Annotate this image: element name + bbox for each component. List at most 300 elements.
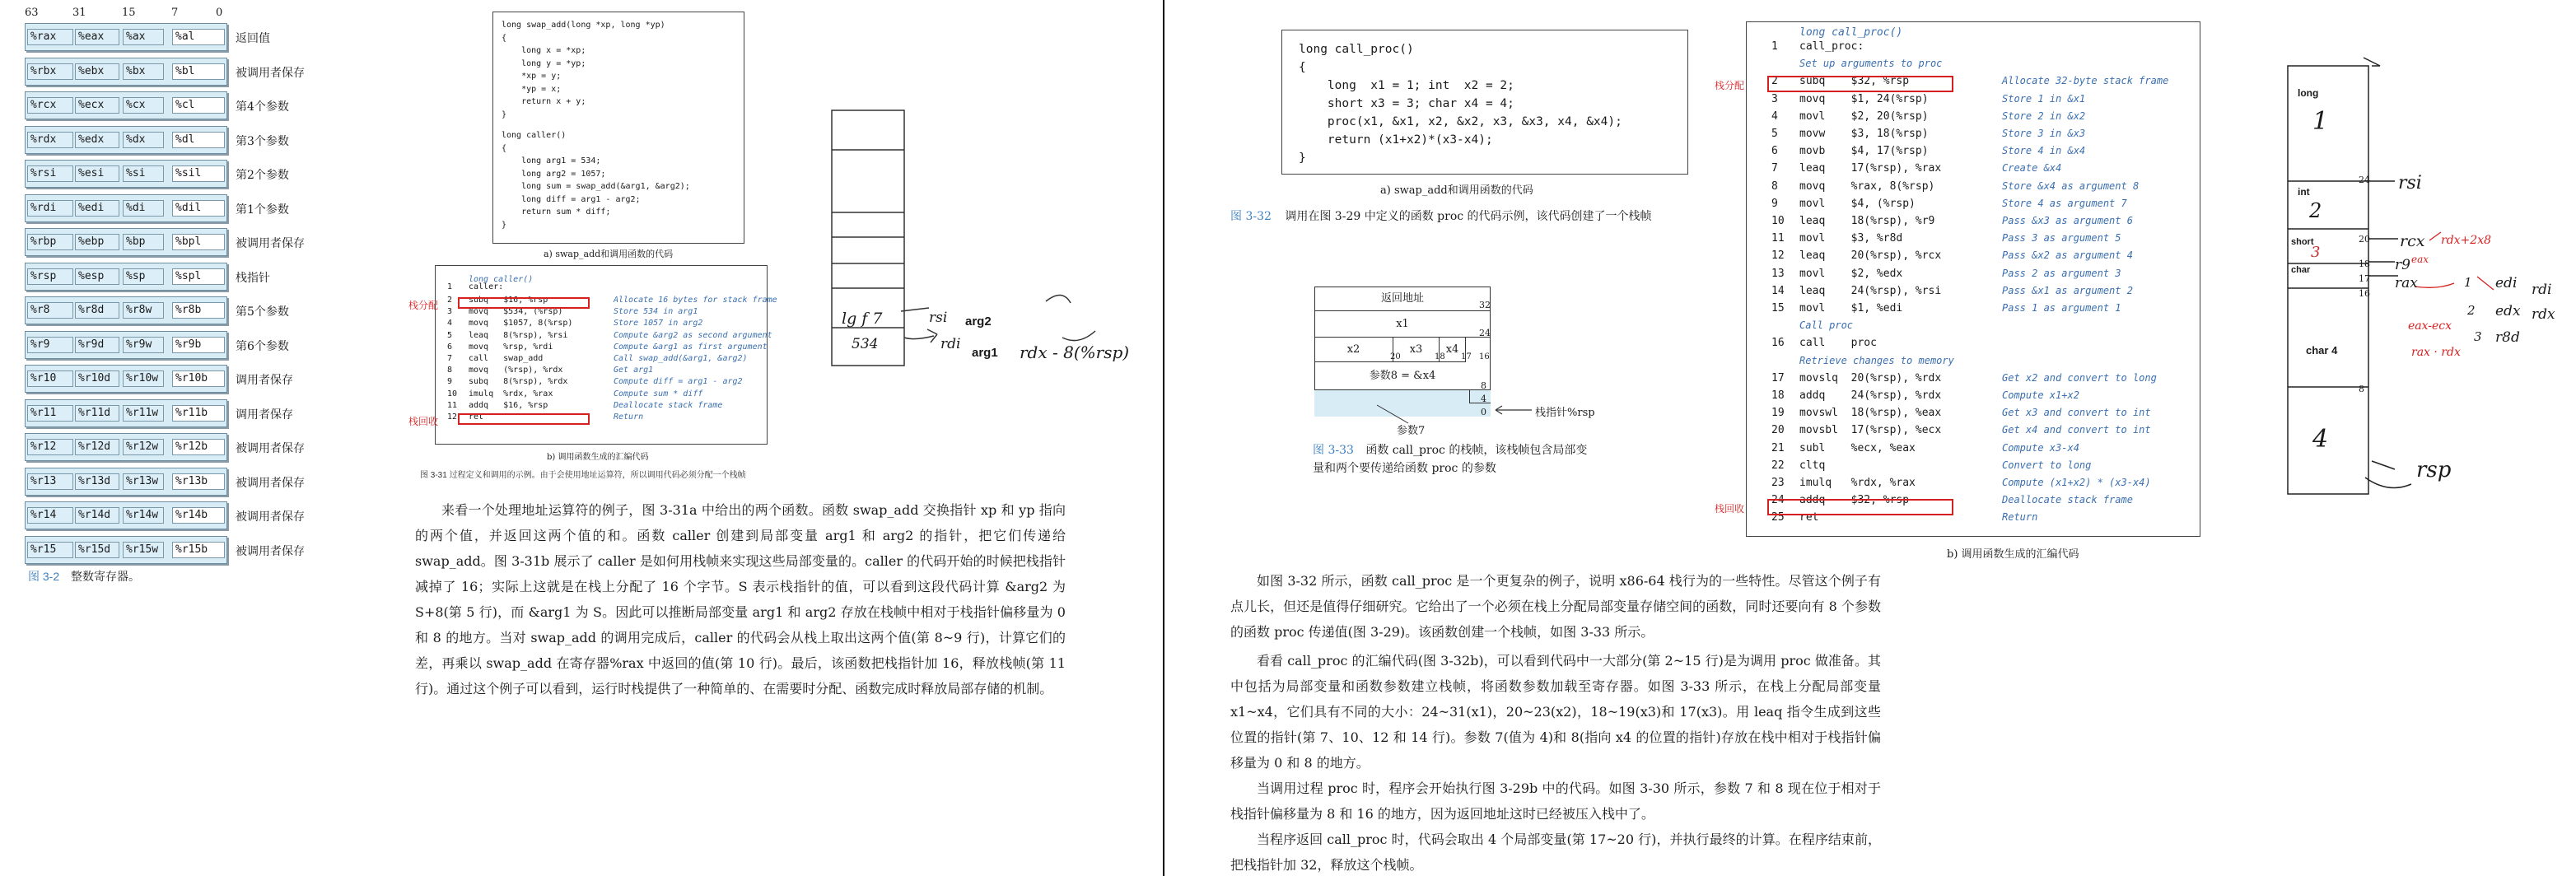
asm-comment: Pass 3 as argument 5	[2002, 232, 2121, 245]
asm-comment: Compute &arg2 as second argument	[614, 330, 772, 340]
register-name-r32: %esi	[75, 165, 119, 182]
hand-offset: 20	[2359, 234, 2370, 245]
stack-cell-x3: x3	[1393, 338, 1440, 362]
asm-instruction: movl $2, %edx	[1799, 267, 1903, 280]
asm-comment: Store &x4 as argument 8	[2002, 179, 2140, 192]
arg7-arrow	[1367, 402, 1416, 426]
asm-comment: Store 1057 in arg2	[614, 319, 703, 328]
asm-line-number: 19	[1771, 407, 1785, 420]
hand-offset: 24	[2359, 175, 2370, 185]
hand-num-1: 1	[2464, 275, 2472, 290]
asm-comment: Deallocate stack frame	[614, 400, 723, 410]
offset-label: 8	[1481, 380, 1486, 391]
register-name-r64: %rax	[27, 29, 73, 45]
register-bar	[25, 160, 227, 188]
asm-instruction: call swap_add	[469, 354, 544, 363]
hand-red-note-2: eax	[2411, 254, 2429, 265]
asm-line-number: 9	[447, 377, 453, 387]
asm-comment: Get x3 and convert to int	[2002, 407, 2151, 419]
register-name-r16: %bp	[123, 234, 164, 250]
body-text-right	[1230, 568, 1881, 876]
asm-line-number: 2	[1771, 75, 1778, 88]
register-bar	[25, 399, 227, 427]
register-name-r32: %r11d	[75, 405, 119, 422]
register-name-r8: %dil	[172, 200, 225, 217]
bit-label: 0	[216, 7, 223, 19]
hand-edi: edi	[2495, 275, 2518, 291]
asm-instruction: imulq %rdx, %rax	[1799, 477, 1916, 489]
register-description: 调用者保存	[236, 374, 293, 387]
bit-label: 63	[25, 7, 39, 19]
asm-line-number: 5	[1771, 128, 1778, 140]
register-name-r8: %bpl	[172, 234, 225, 250]
asm-instruction: cltq	[1799, 459, 1826, 472]
code-line: return x + y;	[502, 97, 586, 106]
asm-comment: Store 4 as argument 7	[2002, 197, 2127, 209]
code-listing	[1299, 40, 1671, 167]
register-name-r64: %r9	[27, 337, 73, 353]
stack-pointer-arrow	[1492, 402, 1533, 418]
asm-line-number: 11	[447, 400, 458, 410]
asm-instruction: leaq 8(%rsp), %rsi	[469, 330, 568, 340]
asm-func-comment: long call_proc()	[1799, 26, 1903, 39]
asm-line-number: 23	[1771, 477, 1785, 489]
asm-instruction: leaq 18(%rsp), %r9	[1799, 215, 1935, 227]
asm-line-number: 20	[1771, 424, 1785, 437]
asm-instruction: leaq 24(%rsp), %rsi	[1799, 284, 1942, 297]
asm-line-number: 9	[1771, 197, 1778, 210]
register-name-r8: %r11b	[172, 405, 225, 422]
code-line: {	[1299, 61, 1306, 74]
code-line: long sum = swap_add(&arg1, &arg2);	[502, 182, 690, 191]
asm-line-number: 3	[447, 307, 453, 317]
code-line: long arg2 = 1057;	[502, 169, 606, 179]
register-name-r16: %r9w	[123, 337, 164, 353]
register-name-r64: %rsi	[27, 165, 73, 182]
register-description: 调用者保存	[236, 408, 293, 422]
asm-section-comment: Retrieve changes to memory	[1799, 354, 1954, 366]
asm-instruction: movl $2, 20(%rsp)	[1799, 110, 1929, 123]
asm-section-comment: Set up arguments to proc	[1799, 58, 1943, 70]
stack-cell-arg7-box	[1469, 390, 1491, 403]
asm-box-call-proc	[1746, 21, 2200, 537]
asm-comment: Compute diff = arg1 - arg2	[614, 377, 743, 387]
offset-label: 4	[1481, 394, 1486, 404]
asm-instruction: ret	[469, 412, 484, 422]
code-line: long call_proc()	[1299, 43, 1414, 56]
register-description: 第1个参数	[236, 203, 289, 217]
asm-line-number: 16	[1771, 337, 1785, 350]
asm-instruction: ret	[1799, 511, 1819, 524]
asm-instruction: leaq 20(%rsp), %rcx	[1799, 249, 1942, 263]
asm-comment: Pass &x2 as argument 4	[2002, 249, 2133, 262]
asm-line-number: 21	[1771, 441, 1785, 454]
code-line: long x1 = 1; int x2 = 2;	[1299, 79, 1514, 92]
hand-offset: 8	[2359, 384, 2364, 394]
label-stack-free-332: 栈回收	[1715, 503, 1745, 515]
subcaption-a-332: a) swap_add和调用函数的代码	[1380, 184, 1533, 197]
asm-instruction: movq $1, 24(%rsp)	[1799, 92, 1929, 105]
hand-offset: 18	[2359, 259, 2370, 269]
register-bar	[25, 433, 227, 461]
register-bar	[25, 468, 227, 496]
asm-comment: Compute &arg1 as first argument	[614, 342, 768, 352]
label-arg1: arg1	[972, 346, 998, 360]
register-name-r16: %r12w	[123, 439, 164, 455]
asm-instruction: addq $32, %rsp	[1799, 494, 1910, 507]
asm-instruction: addq $16, %rsp	[469, 400, 548, 410]
register-name-r16: %dx	[123, 132, 164, 148]
register-name-r16: %r8w	[123, 302, 164, 319]
register-bar	[25, 365, 227, 393]
asm-line-number: 8	[447, 366, 453, 375]
label-arg2: arg2	[965, 315, 992, 328]
subcaption-a: a) swap_add和调用函数的代码	[544, 249, 674, 259]
register-bar	[25, 23, 227, 51]
register-row	[25, 365, 227, 393]
asm-instruction: imulq %rdx, %rax	[469, 389, 553, 398]
asm-line-number: 25	[1771, 511, 1785, 524]
stack-cell-ret-addr: 返回地址	[1314, 287, 1491, 311]
asm-instruction: movswl 18(%rsp), %eax	[1799, 407, 1942, 420]
code-line: long caller()	[502, 131, 567, 140]
asm-instruction: subq 8(%rsp), %rdx	[469, 377, 568, 387]
register-row	[25, 58, 227, 86]
hand-rcx: rcx	[2400, 232, 2425, 250]
register-name-r16: %r15w	[123, 542, 164, 558]
register-name-r64: %rsp	[27, 268, 73, 285]
register-bar	[25, 126, 227, 154]
register-description: 第5个参数	[236, 305, 289, 319]
register-name-r32: %ecx	[75, 97, 119, 114]
asm-comment: Get x2 and convert to long	[2002, 371, 2157, 384]
figure-caption-3-31: 图 3-31 过程定义和调用的示例。由于会使用地址运算符，所以调用代码必须分配一个栈帧	[420, 471, 746, 480]
asm-line-number: 11	[1771, 232, 1785, 245]
asm-comment: Allocate 32-byte stack frame	[2002, 75, 2169, 87]
offset-label: 0	[1481, 407, 1486, 417]
code-line: *xp = y;	[502, 72, 562, 81]
register-description: 被调用者保存	[236, 66, 305, 80]
hand-type-long: long	[2298, 87, 2319, 99]
register-name-r64: %r14	[27, 507, 73, 524]
register-name-r16: %r14w	[123, 507, 164, 524]
code-line: long swap_add(long *xp, long *yp)	[502, 21, 665, 30]
figure-caption-3-33	[1313, 441, 1593, 478]
asm-instruction: call_proc:	[1799, 40, 1864, 53]
asm-instruction: movsbl 17(%rsp), %ecx	[1799, 424, 1942, 437]
register-bar	[25, 228, 227, 256]
register-description: 第6个参数	[236, 339, 289, 353]
hand-rdx: rdx	[2532, 306, 2555, 323]
register-name-r64: %r12	[27, 439, 73, 455]
register-name-r8: %bl	[172, 63, 225, 80]
asm-comment: Pass 1 as argument 1	[2002, 302, 2121, 314]
register-row	[25, 228, 227, 256]
asm-instruction: movl $3, %r8d	[1799, 232, 1903, 245]
asm-comment: Store 1 in &x1	[2002, 92, 2086, 105]
register-name-r8: %r10b	[172, 370, 225, 387]
register-name-r64: %r11	[27, 405, 73, 422]
asm-comment: Call swap_add(&arg1, &arg2)	[614, 354, 748, 363]
hand-val-3: 3	[2311, 244, 2321, 261]
hand-slot-2: 534	[852, 336, 879, 352]
asm-line-number: 3	[1771, 92, 1778, 105]
asm-instruction: leaq 17(%rsp), %rax	[1799, 162, 1942, 175]
asm-comment: Return	[2002, 511, 2038, 524]
register-name-r32: %esp	[75, 268, 119, 285]
hand-edx: edx	[2495, 303, 2521, 319]
register-name-r16: %bx	[123, 63, 164, 80]
hand-type-short: short	[2291, 237, 2314, 247]
register-name-r64: %rbx	[27, 63, 73, 80]
register-row	[25, 501, 227, 529]
subcaption-b-332: b) 调用函数生成的汇编代码	[1947, 548, 2079, 561]
register-name-r32: %ebp	[75, 234, 119, 250]
register-name-r16: %di	[123, 200, 164, 217]
hand-offset: 17	[2359, 273, 2370, 284]
register-name-r8: %r12b	[172, 439, 225, 455]
code-box-call-proc	[1281, 30, 1688, 175]
code-line: *yp = x;	[502, 84, 562, 94]
register-row	[25, 331, 227, 359]
register-name-r16: %ax	[123, 29, 164, 45]
register-name-r32: %r14d	[75, 507, 119, 524]
asm-instruction: movslq 20(%rsp), %rdx	[1799, 371, 1942, 384]
register-description: 第4个参数	[236, 100, 289, 114]
offset-label: 17	[1461, 352, 1472, 361]
hand-rsi: rsi	[2398, 173, 2422, 193]
register-row	[25, 160, 227, 188]
label-stack-free: 栈回收	[408, 416, 439, 427]
register-name-r8: %sil	[172, 165, 225, 182]
register-name-r64: %rdx	[27, 132, 73, 148]
offset-label: 16	[1479, 352, 1490, 361]
register-description: 被调用者保存	[236, 476, 305, 490]
register-name-r64: %rdi	[27, 200, 73, 217]
hand-val-4: 4	[2312, 425, 2329, 454]
register-name-r16: %r13w	[123, 473, 164, 490]
asm-line-number: 1	[1771, 40, 1778, 53]
hand-val-1: 1	[2312, 107, 2329, 136]
asm-instruction: movl $4, (%rsp)	[1799, 197, 1916, 210]
code-line: long x = *xp;	[502, 46, 586, 55]
asm-line-number: 24	[1771, 494, 1785, 507]
asm-line-number: 12	[447, 412, 458, 422]
asm-comment: Pass 2 as argument 3	[2002, 267, 2121, 279]
asm-instruction: movq %rax, 8(%rsp)	[1799, 179, 1935, 193]
asm-label: caller:	[469, 282, 504, 291]
register-row	[25, 194, 227, 222]
register-bar	[25, 194, 227, 222]
code-line: return (x1+x2)*(x3-x4);	[1299, 133, 1493, 147]
hand-expr: rdx - 8(%rsp)	[1020, 342, 1130, 362]
register-name-r32: %edi	[75, 200, 119, 217]
register-description: 被调用者保存	[236, 442, 305, 455]
page-divider	[1163, 0, 1164, 876]
asm-line-number: 18	[1771, 389, 1785, 402]
label-stack-alloc-332: 栈分配	[1715, 80, 1745, 91]
asm-line-number: 10	[1771, 215, 1785, 227]
register-name-r8: %r8b	[172, 302, 225, 319]
code-line: short x3 = 3; char x4 = 4;	[1299, 97, 1514, 110]
stack-cell-x2: x2	[1314, 338, 1393, 362]
bit-label: 31	[72, 7, 86, 19]
offset-label: 20	[1390, 352, 1401, 361]
register-name-r32: %r15d	[75, 542, 119, 558]
caption-text: 函数 call_proc 的栈帧，该栈帧包含局部变量和两个要传递给函数 proc 的参数	[1313, 444, 1588, 475]
register-name-r32: %r9d	[75, 337, 119, 353]
paragraph: 如图 3-32 所示，函数 call_proc 是一个更复杂的例子，说明 x86-64 栈行为的一些特性。尽管这个例子有点儿长，但还是值得仔细研究。它给出了一个必须在栈上分配局部变量存储空间的函数，同时还要向有 8 个参数的函数 proc 传递值(图 3-29)。该函数创建一个栈帧，如图 3-33 所示。	[1230, 573, 1881, 640]
asm-comment: Compute x1+x2	[2002, 389, 2079, 401]
paragraph: 当程序返回 call_proc 时，代码会取出 4 个局部变量(第 17~20 行)，并执行最终的计算。在程序结束前，把栈指针加 32，释放这个栈帧。	[1230, 832, 1881, 873]
register-name-r8: %r15b	[172, 542, 225, 558]
register-description: 被调用者保存	[236, 544, 305, 558]
register-row	[25, 433, 227, 461]
figure-caption-3-32	[1230, 207, 1652, 224]
register-row	[25, 536, 227, 564]
highlight-free-332	[1767, 499, 1953, 515]
register-name-r8: %dl	[172, 132, 225, 148]
code-line	[502, 121, 735, 129]
hand-red-note-1: rdx+2x8	[2441, 234, 2491, 247]
register-name-r32: %r13d	[75, 473, 119, 490]
caption-number: 图 3-33	[1313, 444, 1354, 457]
asm-line-number: 17	[1771, 371, 1785, 384]
code-line: long diff = arg1 - arg2;	[502, 194, 641, 204]
asm-instruction: subq $16, %rsp	[469, 296, 548, 305]
asm-instruction: movl $1, %edi	[1799, 302, 1903, 315]
asm-line-number: 2	[447, 296, 453, 305]
asm-comment: Store 534 in arg1	[614, 307, 698, 317]
register-row	[25, 263, 227, 291]
register-name-r16: %r10w	[123, 370, 164, 387]
register-name-r64: %rcx	[27, 97, 73, 114]
asm-instruction: movq (%rsp), %rdx	[469, 366, 563, 375]
asm-line-number: 8	[1771, 179, 1778, 193]
register-description: 被调用者保存	[236, 510, 305, 524]
asm-line-number: 7	[447, 354, 453, 363]
register-name-r64: %r8	[27, 302, 73, 319]
register-bar	[25, 331, 227, 359]
register-name-r8: %spl	[172, 268, 225, 285]
register-row	[25, 468, 227, 496]
hand-r8d: r8d	[2495, 329, 2520, 346]
asm-instruction: movq %rsp, %rdi	[469, 342, 553, 352]
register-name-r16: %si	[123, 165, 164, 182]
hand-red-note-4: rax · rdx	[2411, 346, 2461, 359]
code-line: }	[502, 110, 507, 119]
asm-comment: Store 3 in &x3	[2002, 128, 2086, 139]
code-line: }	[1299, 151, 1306, 165]
asm-instruction: subl %ecx, %eax	[1799, 441, 1916, 454]
asm-comment: Compute sum * diff	[614, 389, 703, 398]
register-row	[25, 91, 227, 119]
bit-label: 7	[171, 7, 179, 19]
code-box-swap-add	[492, 12, 744, 244]
register-name-r64: %r15	[27, 542, 73, 558]
hand-num-2: 2	[2467, 303, 2476, 318]
register-description: 栈指针	[236, 271, 270, 285]
register-description: 返回值	[236, 32, 270, 45]
stack-cell-x1: x1	[1314, 311, 1491, 338]
register-description: 第3个参数	[236, 134, 289, 148]
register-bar	[25, 501, 227, 529]
code-line: {	[502, 143, 507, 153]
paragraph: 当调用过程 proc 时，程序会开始执行图 3-29b 中的代码。如图 3-30 所示，参数 7 和 8 现在位于相对于栈指针偏移量为 8 和 16 的地方，因为返回地址这时已经被压入栈中了。	[1230, 780, 1881, 822]
register-name-r16: %cx	[123, 97, 164, 114]
register-bar	[25, 296, 227, 324]
asm-comment: Pass &x1 as argument 2	[2002, 284, 2133, 296]
subcaption-b: b) 调用函数生成的汇编代码	[547, 453, 649, 462]
asm-line-number: 5	[447, 330, 453, 340]
label-arg7: 参数7	[1397, 425, 1426, 437]
code-line: proc(x1, &x1, x2, &x2, x3, &x3, x4, &x4);	[1299, 115, 1622, 128]
hand-type-char: char	[2291, 265, 2311, 275]
register-name-r32: %r10d	[75, 370, 119, 387]
register-name-r32: %r8d	[75, 302, 119, 319]
hand-r9: r9	[2395, 257, 2410, 273]
asm-instruction: movq $1057, 8(%rsp)	[469, 319, 573, 328]
register-row	[25, 399, 227, 427]
asm-comment: Return	[614, 412, 644, 422]
code-line: long arg1 = 534;	[502, 156, 601, 165]
register-name-r32: %r12d	[75, 439, 119, 455]
asm-section-comment: Call proc	[1799, 319, 1854, 332]
hand-num-3: 3	[2474, 329, 2482, 344]
asm-line-number: 22	[1771, 459, 1785, 472]
hand-type-int: int	[2298, 186, 2310, 198]
register-bar	[25, 58, 227, 86]
stack-cell-x4: x4	[1440, 338, 1466, 362]
asm-line-number: 13	[1771, 267, 1785, 280]
asm-comment: Compute (x1+x2) * (x3-x4)	[2002, 477, 2151, 488]
register-description: 第2个参数	[236, 169, 289, 182]
asm-comment: Create &x4	[2002, 162, 2062, 175]
hand-rdi: rdi	[2532, 282, 2552, 298]
paragraph: 看看 call_proc 的汇编代码(图 3-32b)，可以看到代码中一大部分(第 2~15 行)是为调用 proc 做准备。其中包括为局部变量和函数参数建立栈帧，将函数参数加载至寄存器。如图 3-33 所示，在栈上分配局部变量 x1~x4，它们具有不同的大小：24~31(x1)，20~23(x2)，18~19(x3)和 17(x3)。用 leaq 指令生成到这些位置的指针(第 7、10、12 和 14 行)。参数 7(值为 4)和 8(指向 x4 的位置的指针)存放在栈中相对于栈指针偏移量为 0 和 8 的地方。	[1230, 653, 1881, 771]
code-line: {	[502, 33, 507, 43]
highlight-alloc	[458, 297, 590, 309]
asm-line-number: 14	[1771, 284, 1785, 297]
asm-instruction: subq $32, %rsp	[1799, 75, 1910, 88]
asm-instruction: movw $3, 18(%rsp)	[1799, 128, 1929, 140]
bit-label: 15	[122, 7, 136, 19]
hand-type-char-4: char 4	[2306, 344, 2338, 356]
caption-number: 图 3-2	[28, 570, 60, 583]
paragraph-swap-add: 来看一个处理地址运算符的例子，图 3-31a 中给出的两个函数。函数 swap_add 交换指针 xp 和 yp 指向的两个值，并返回这两个值的和。函数 caller 创建到局部变量 arg1 和 arg2 的指针，把它们传递给 swap_add。图 3-31b 展示了 caller 是如何用栈帧来实现这些局部变量的。caller 的代码开始的时候把栈指针减掉了 16；实际上这就是在栈上分配了 16 个字节。S 表示栈指针的值，可以看到这段代码计算 &arg2 为 S+8(第 5 行)，而 &arg1 为 S。因此可以推断局部变量 arg1 和 arg2 存放在栈帧中相对于栈指针偏移量为 0 和 8 的地方。当对 swap_add 的调用完成后，caller 的代码会从栈上取出这两个值(第 8~9 行)，计算它们的差，再乘以 swap_add 在寄存器%rax 中返回的值(第 10 行)。最后，该函数把栈指针加 16，释放栈帧(第 11 行)。通过这个例子可以看到，运行时栈提供了一种简单的、在需要时分配、函数完成时释放局部存储的机制。	[415, 502, 1066, 697]
register-row	[25, 296, 227, 324]
register-name-r8: %r9b	[172, 337, 225, 353]
code-listing	[502, 19, 735, 231]
label-stack-pointer: 栈指针%rsp	[1535, 407, 1595, 419]
asm-comment: Get arg1	[614, 366, 654, 375]
asm-comment: Allocate 16 bytes for stack frame	[614, 296, 777, 305]
register-name-r8: %cl	[172, 97, 225, 114]
hand-val-2: 2	[2309, 199, 2322, 222]
asm-line-number: 10	[447, 389, 458, 398]
asm-comment: Convert to long	[2002, 459, 2092, 471]
code-line: return sum * diff;	[502, 207, 611, 217]
register-name-r8: %al	[172, 29, 225, 45]
register-name-r16: %sp	[123, 268, 164, 285]
hand-rax: rax	[2395, 275, 2418, 291]
label-stack-alloc: 栈分配	[408, 300, 439, 311]
caption-text: 调用在图 3-29 中定义的函数 proc 的代码示例，该代码创建了一个栈帧	[1285, 210, 1652, 223]
asm-comment: Pass &x3 as argument 6	[2002, 215, 2133, 226]
register-name-r64: %rbp	[27, 234, 73, 250]
hand-rsp: rsp	[2416, 458, 2452, 482]
asm-instruction: call proc	[1799, 337, 1877, 350]
